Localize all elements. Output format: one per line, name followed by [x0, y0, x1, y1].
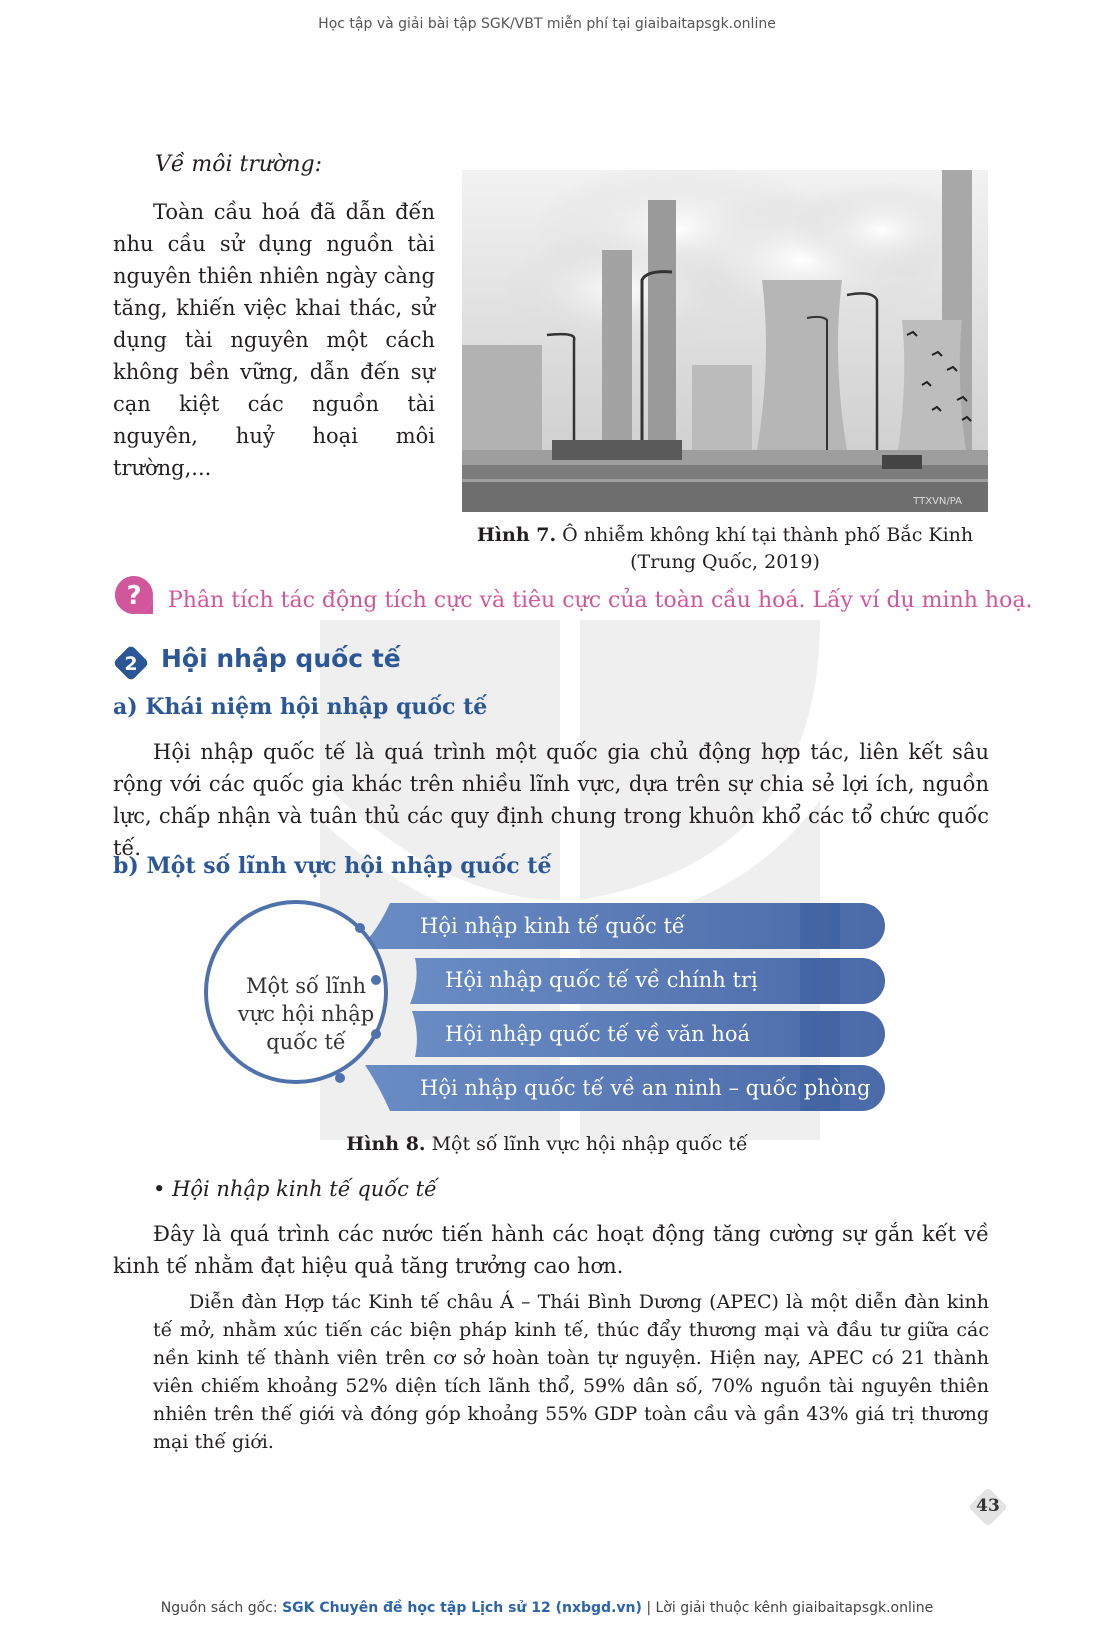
- diagram-item-4: Hội nhập quốc tế về an ninh – quốc phòng: [420, 1076, 871, 1100]
- question-text: Phân tích tác động tích cực và tiêu cực của toàn cầu hoá. Lấy ví dụ minh hoạ.: [168, 588, 1033, 613]
- footer: [0, 1600, 1094, 1616]
- section-title: Hội nhập quốc tế: [161, 644, 401, 673]
- economic-heading-text: Hội nhập kinh tế quốc tế: [172, 1177, 437, 1201]
- diagram-center-text: [230, 972, 382, 1056]
- section-number-diamond-icon: [111, 643, 151, 683]
- diagram-item-1: Hội nhập kinh tế quốc tế: [420, 914, 685, 938]
- footer-source-link[interactable]: SGK Chuyên đề học tập Lịch sử 12 (nxbgd.vn): [282, 1600, 642, 1616]
- environment-label: Về môi trường:: [155, 152, 322, 177]
- economic-heading: [153, 1177, 437, 1201]
- svg-text:?: ?: [126, 581, 142, 611]
- section-number: 2: [124, 653, 138, 675]
- subheading-b: b) Một số lĩnh vực hội nhập quốc tế: [113, 853, 552, 879]
- economic-paragraph: Đây là quá trình các nước tiến hành các hoạt động tăng cường sự gắn kết về kinh tế nhằm đạt hiệu quả tăng trưởng cao hơn.: [113, 1222, 989, 1278]
- diagram-center-line-3: quốc tế: [266, 1030, 346, 1054]
- header-note: Học tập và giải bài tập SGK/VBT miễn phí tại giaibaitapsgk.online: [318, 16, 776, 32]
- figure7-caption-text: Ô nhiễm không khí tại thành phố Bắc Kinh (Trung Quốc, 2019): [556, 524, 974, 573]
- bullet-mark: •: [153, 1177, 166, 1201]
- page-number: 43: [976, 1496, 1000, 1516]
- question-mark-icon: [113, 574, 155, 616]
- subheading-a: a) Khái niệm hội nhập quốc tế: [113, 694, 488, 720]
- footer-prefix: Nguồn sách gốc:: [160, 1600, 283, 1616]
- figure8-caption: [0, 1133, 1094, 1155]
- figure8-label: Hình 8.: [346, 1133, 426, 1155]
- pollution-photo: [462, 170, 988, 512]
- footer-suffix: | Lời giải thuộc kênh giaibaitapsgk.online: [641, 1600, 934, 1616]
- diagram-center-line-2: vực hội nhập: [237, 1002, 375, 1026]
- apec-paragraph: Diễn đàn Hợp tác Kinh tế châu Á – Thái Bình Dương (APEC) là một diễn đàn kinh tế mở, nhằm xúc tiến các biện pháp kinh tế, thúc đẩy thương mại và đầu tư giữa các nền kinh tế thành viên trên cơ sở hoàn toàn tự nguyện. Hiện nay, APEC có 21 thành viên chiếm khoảng 52% diện tích lãnh thổ, 59% dân số, 70% nguồn tài nguyên thiên nhiên trên thế giới và đóng góp khoảng 55% GDP toàn cầu và gần 43% giá trị thương mại thế giới.: [153, 1291, 989, 1453]
- diagram-item-3: Hội nhập quốc tế về văn hoá: [445, 1022, 751, 1046]
- figure8-caption-text: Một số lĩnh vực hội nhập quốc tế: [425, 1133, 748, 1155]
- environment-paragraph: Toàn cầu hoá đã dẫn đến nhu cầu sử dụng nguồn tài nguyên thiên nhiên ngày càng tăng, khiến việc khai thác, sử dụng tài nguyên một cách không bền vững, dẫn đến sự cạn kiệt các nguồn tài nguyên, huỷ hoại môi trường,...: [113, 200, 435, 480]
- figure7-caption: [462, 522, 988, 576]
- figure7-label: Hình 7.: [476, 524, 557, 546]
- diagram-item-2: Hội nhập quốc tế về chính trị: [445, 968, 758, 992]
- diagram-center-line-1: Một số lĩnh: [245, 974, 367, 998]
- paragraph-a: Hội nhập quốc tế là quá trình một quốc gia chủ động hợp tác, liên kết sâu rộng với các quốc gia khác trên nhiều lĩnh vực, dựa trên sự chia sẻ lợi ích, nguồn lực, chấp nhận và tuân thủ các quy định chung trong khuôn khổ các tổ chức quốc tế.: [113, 740, 989, 860]
- photo-credit: TTXVN/PA: [913, 496, 962, 507]
